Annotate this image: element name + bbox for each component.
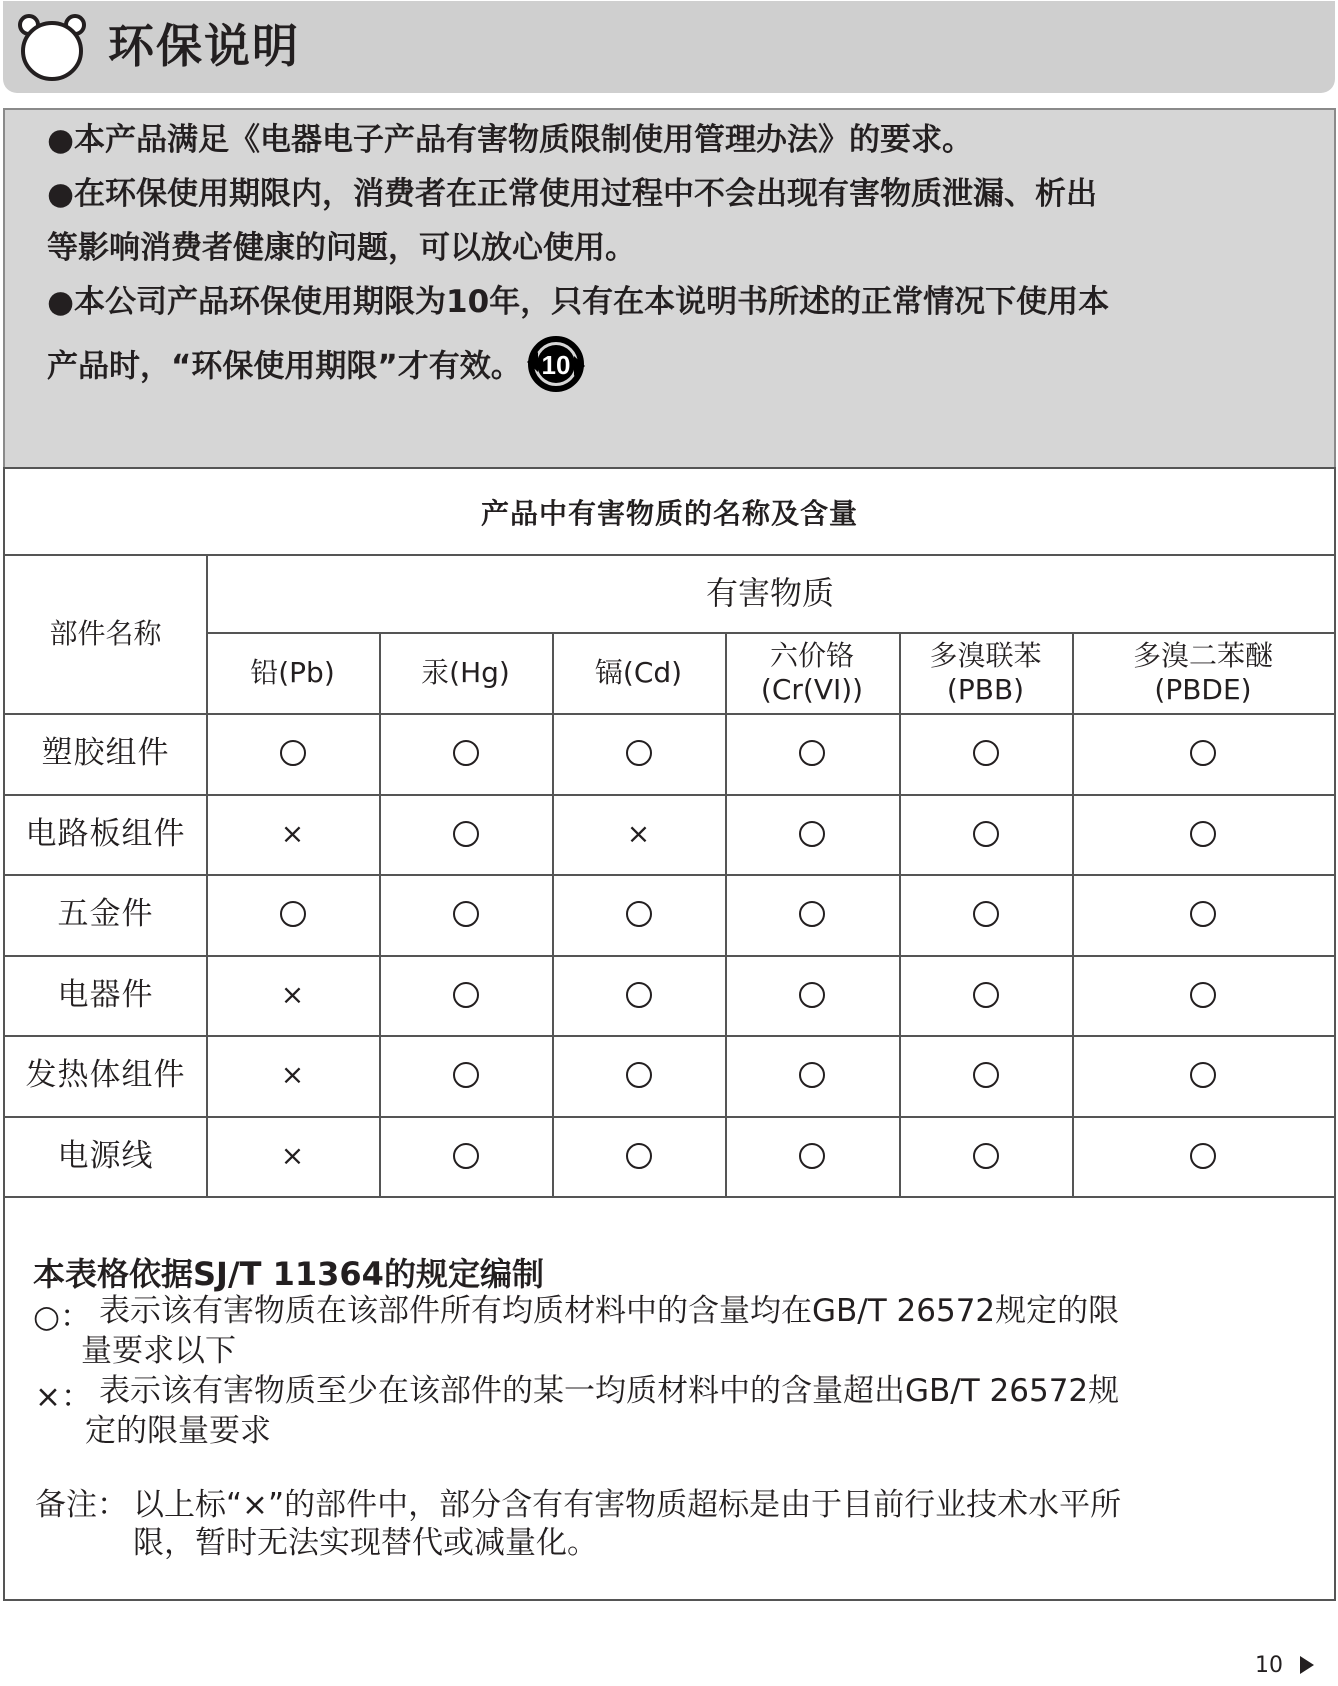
grid-line-h	[5, 713, 1334, 715]
table-cell	[379, 794, 552, 875]
table-cell	[206, 1116, 379, 1197]
grid-line-v	[379, 632, 381, 1196]
exceeds-cross-mark: ×	[280, 1058, 305, 1092]
row-part-name: 发热体组件	[25, 1057, 186, 1094]
table-cell	[379, 955, 552, 1036]
compliant-circle-mark	[626, 982, 652, 1008]
table-cell	[725, 1035, 899, 1116]
column-header-line1: 汞(Hg)	[421, 655, 510, 689]
column-header-line1: 多溴二苯醚	[1132, 638, 1273, 672]
intro-line-3: 等影响消费者健康的问题，可以放心使用。	[47, 230, 636, 266]
table-cell	[1072, 955, 1334, 1036]
compliant-circle-mark	[626, 1143, 652, 1169]
badge-number: 10	[541, 350, 571, 380]
compliant-circle-mark	[799, 821, 825, 847]
compliant-circle-mark	[973, 740, 999, 766]
circle-legend-text-2: 量要求以下	[81, 1333, 236, 1369]
compliant-circle-mark	[1190, 982, 1216, 1008]
compliant-circle-mark	[453, 1143, 479, 1169]
grid-line-h	[5, 874, 1334, 876]
table-cell	[552, 955, 725, 1036]
column-header-line1: 多溴联苯	[929, 638, 1042, 672]
column-header-1	[379, 632, 552, 713]
compliant-circle-mark	[1190, 821, 1216, 847]
row-part-name: 塑胶组件	[41, 735, 170, 772]
compliant-circle-mark	[626, 1062, 652, 1088]
part-name-header: 部件名称	[49, 616, 162, 650]
table-cell	[725, 713, 899, 794]
grid-line-h	[5, 1196, 1334, 1198]
compliant-circle-mark	[799, 1062, 825, 1088]
table-cell	[1072, 794, 1334, 875]
section-header	[3, 1, 1335, 93]
compliant-circle-mark	[799, 982, 825, 1008]
hazard-group-header: 有害物质	[705, 574, 834, 612]
table-cell	[206, 1035, 379, 1116]
grid-line-h	[5, 1116, 1334, 1118]
intro-line-1: ●本产品满足《电器电子产品有害物质限制使用管理办法》的要求。	[47, 122, 974, 158]
table-cell	[899, 1116, 1072, 1197]
compliant-circle-mark	[973, 982, 999, 1008]
compliant-circle-mark	[973, 821, 999, 847]
compliant-circle-mark	[453, 982, 479, 1008]
bear-face-icon	[17, 11, 87, 83]
compliant-circle-mark	[973, 1143, 999, 1169]
table-cell	[206, 874, 379, 955]
column-header-2	[552, 632, 725, 713]
table-cell	[725, 874, 899, 955]
compliant-circle-mark	[799, 740, 825, 766]
column-header-line2: (PBB)	[946, 672, 1025, 706]
compliant-circle-mark	[1190, 901, 1216, 927]
circle-legend-text-1: 表示该有害物质在该部件所有均质材料中的含量均在GB/T 26572规定的限	[99, 1293, 1120, 1329]
compliant-circle-mark	[626, 901, 652, 927]
grid-line-v	[725, 632, 727, 1196]
table-cell	[1072, 1116, 1334, 1197]
row-part-name: 电源线	[57, 1137, 154, 1174]
compliant-circle-mark	[1190, 1062, 1216, 1088]
table-cell	[725, 1116, 899, 1197]
grid-line-v	[552, 632, 554, 1196]
table-caption: 产品中有害物质的名称及含量	[5, 469, 1334, 556]
table-cell	[899, 794, 1072, 875]
table-cell	[379, 713, 552, 794]
grid-line-h	[206, 632, 1334, 634]
compliant-circle-mark	[973, 1062, 999, 1088]
table-cell	[552, 713, 725, 794]
column-header-0	[206, 632, 379, 713]
compliant-circle-mark	[1190, 1143, 1216, 1169]
column-header-3	[725, 632, 899, 713]
exceeds-cross-mark: ×	[280, 977, 305, 1011]
cross-legend-text-2: 定的限量要求	[85, 1413, 271, 1449]
table-cell	[899, 1035, 1072, 1116]
compliant-circle-mark	[453, 740, 479, 766]
column-header-line2: (Cr(VI))	[760, 672, 864, 706]
grid-line-h	[5, 955, 1334, 957]
compliant-circle-mark	[799, 1143, 825, 1169]
hazard-table	[3, 467, 1336, 1601]
grid-line-h	[5, 794, 1334, 796]
environmental-period-10-icon	[524, 332, 588, 396]
next-page-arrow-icon	[1298, 1654, 1316, 1676]
compliant-circle-mark	[626, 740, 652, 766]
table-cell	[552, 874, 725, 955]
grid-line-v	[1072, 632, 1074, 1196]
notes-title: 本表格依据SJ/T 11364的规定编制	[33, 1255, 544, 1293]
table-cell	[899, 713, 1072, 794]
intro-line-5: 产品时，“环保使用期限”才有效。	[47, 348, 522, 385]
table-cell	[725, 955, 899, 1036]
cross-legend-text-1: 表示该有害物质至少在该部件的某一均质材料中的含量超出GB/T 26572规	[99, 1373, 1120, 1409]
column-header-5	[1072, 632, 1334, 713]
page-number: 10	[1255, 1653, 1283, 1678]
grid-line-v	[899, 632, 901, 1196]
intro-line-4: ●本公司产品环保使用期限为10年，只有在本说明书所述的正常情况下使用本	[47, 284, 1110, 320]
column-header-line1: 镉(Cd)	[594, 655, 683, 689]
table-cell	[899, 955, 1072, 1036]
table-cell	[552, 794, 725, 875]
table-cell	[1072, 713, 1334, 794]
table-cell	[206, 955, 379, 1036]
compliant-circle-mark	[280, 901, 306, 927]
table-cell	[552, 1116, 725, 1197]
compliant-circle-mark	[280, 740, 306, 766]
column-header-line1: 六价铬	[769, 638, 854, 672]
circle-legend-label: ○：	[33, 1299, 92, 1335]
table-cell	[206, 713, 379, 794]
table-cell	[899, 874, 1072, 955]
compliant-circle-mark	[1190, 740, 1216, 766]
column-header-line2: (PBDE)	[1154, 672, 1252, 706]
grid-line-v	[206, 554, 208, 1196]
page-title: 环保说明	[108, 19, 300, 73]
compliant-circle-mark	[453, 1062, 479, 1088]
table-cell	[379, 874, 552, 955]
table-cell	[1072, 1035, 1334, 1116]
table-cell	[379, 1116, 552, 1197]
remark-label: 备注：	[35, 1487, 128, 1523]
remark-text-1: 以上标“×”的部件中，部分含有有害物质超标是由于目前行业技术水平所	[133, 1487, 1122, 1523]
table-cell	[1072, 874, 1334, 955]
remark-text-2: 限，暂时无法实现替代或减量化。	[133, 1525, 598, 1561]
column-header-line1: 铅(Pb)	[250, 655, 335, 689]
compliant-circle-mark	[799, 901, 825, 927]
row-part-name: 电器件	[57, 976, 154, 1013]
intro-line-5-wrap	[47, 336, 588, 400]
exceeds-cross-mark: ×	[280, 1138, 305, 1172]
intro-line-2: ●在环保使用期限内，消费者在正常使用过程中不会出现有害物质泄漏、析出	[47, 176, 1098, 212]
exceeds-cross-mark: ×	[280, 816, 305, 850]
table-cell	[206, 794, 379, 875]
table-cell	[552, 1035, 725, 1116]
compliant-circle-mark	[973, 901, 999, 927]
intro-box	[3, 108, 1336, 470]
cross-legend-label: ×：	[35, 1379, 92, 1415]
row-part-name: 五金件	[57, 896, 154, 933]
table-cell	[379, 1035, 552, 1116]
compliant-circle-mark	[453, 821, 479, 847]
exceeds-cross-mark: ×	[626, 816, 651, 850]
compliant-circle-mark	[453, 901, 479, 927]
column-header-4	[899, 632, 1072, 713]
grid-line-h	[5, 1035, 1334, 1037]
row-part-name: 电路板组件	[25, 815, 186, 852]
table-cell	[725, 794, 899, 875]
